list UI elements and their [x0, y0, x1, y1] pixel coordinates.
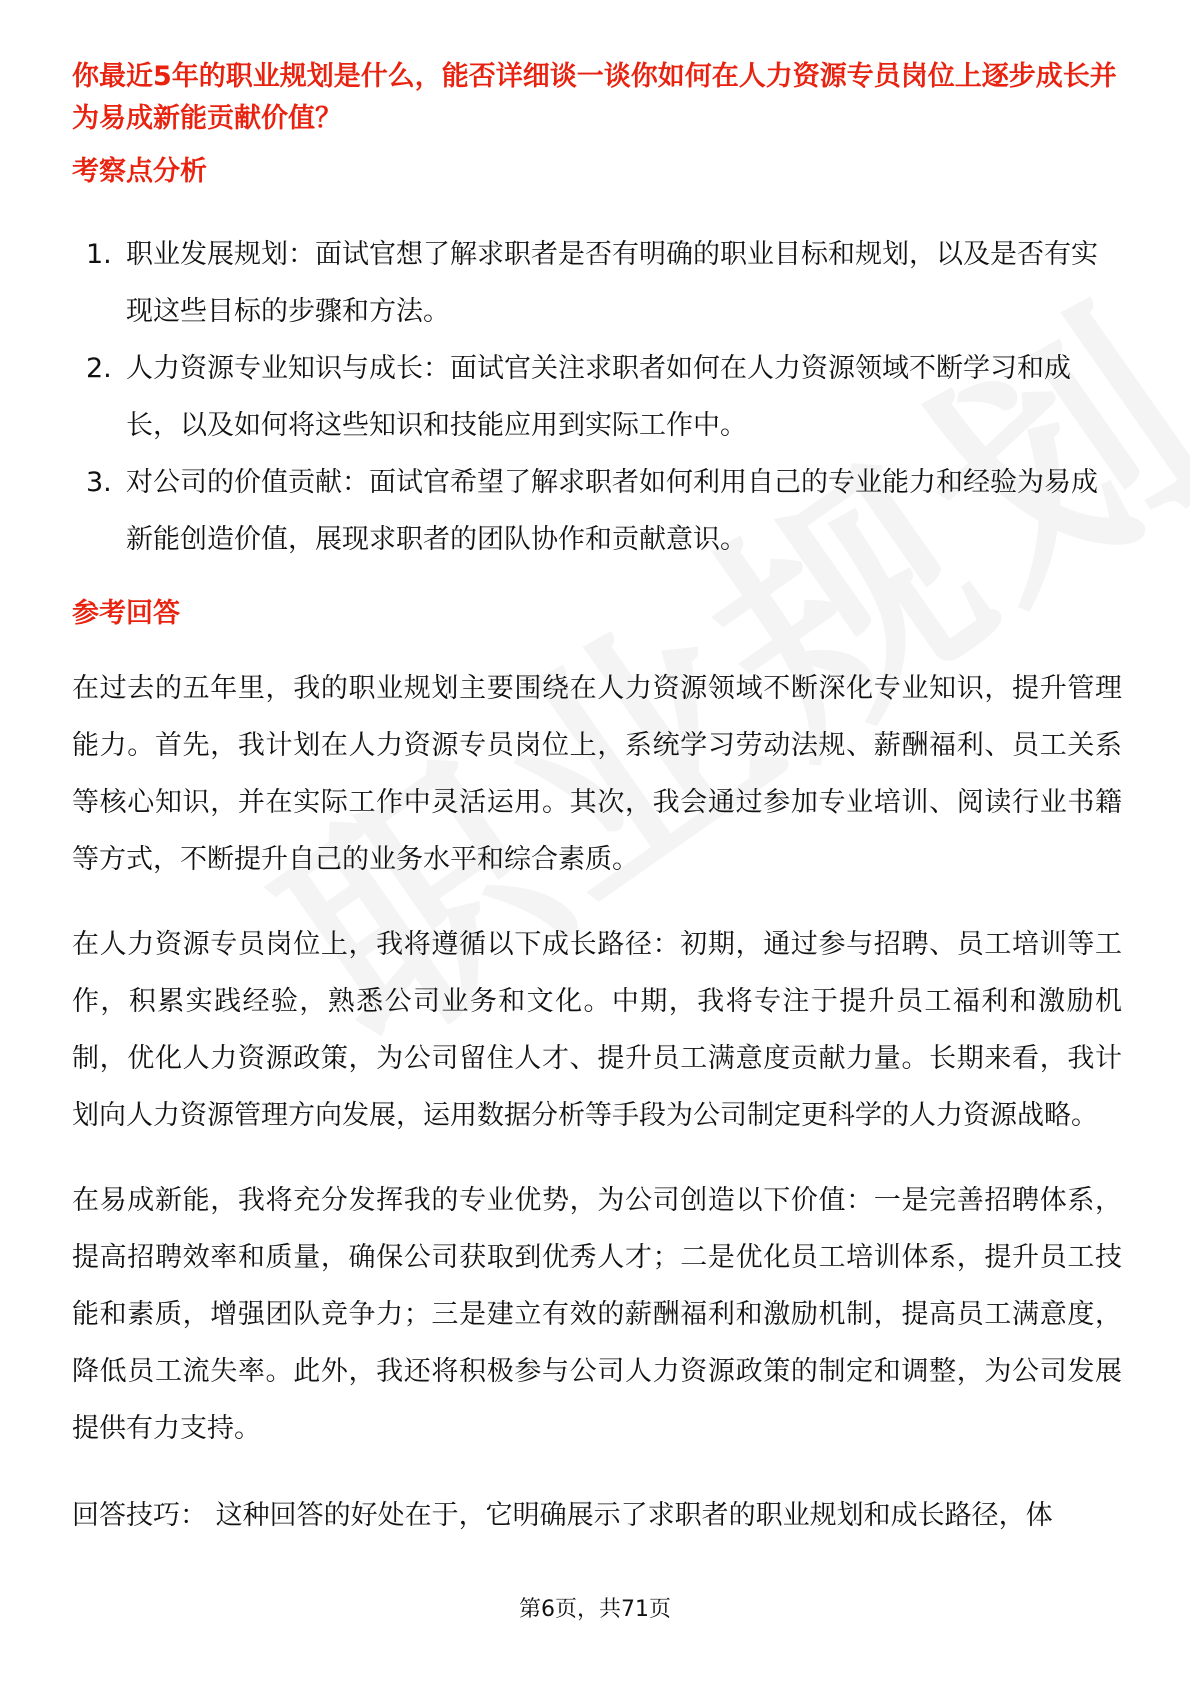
- point-number: 2.: [86, 353, 112, 384]
- analysis-points-list: [72, 226, 1122, 568]
- answer-tip: 回答技巧： 这种回答的好处在于，它明确展示了求职者的职业规划和成长路径，体: [72, 1500, 1053, 1531]
- question-heading: 你最近5年的职业规划是什么，能否详细谈一谈你如何在人力资源专员岗位上逐步成长并为易成新能贡献价值？: [72, 61, 1117, 134]
- analysis-title: 考察点分析: [72, 156, 207, 187]
- page-number-footer: 第6页，共71页: [519, 1597, 671, 1622]
- point-text: 职业发展规划：面试官想了解求职者是否有明确的职业目标和规划，以及是否有实现这些目标的步骤和方法。: [126, 239, 1098, 327]
- point-number: 3.: [86, 467, 112, 498]
- point-text: 对公司的价值贡献：面试官希望了解求职者如何利用自己的专业能力和经验为易成新能创造价值，展现求职者的团队协作和贡献意识。: [126, 467, 1098, 555]
- analysis-point: [72, 226, 1122, 340]
- analysis-point: [72, 454, 1122, 568]
- point-number: 1.: [86, 239, 112, 270]
- answer-title: 参考回答: [72, 598, 180, 629]
- answer-paragraph: 在过去的五年里，我的职业规划主要围绕在人力资源领域不断深化专业知识，提升管理能力。首先，我计划在人力资源专员岗位上，系统学习劳动法规、薪酬福利、员工关系等核心知识，并在实际工作中灵活运用。其次，我会通过参加专业培训、阅读行业书籍等方式，不断提升自己的业务水平和综合素质。: [72, 673, 1122, 875]
- document-content: [72, 56, 1122, 1544]
- answer-paragraph: 在人力资源专员岗位上，我将遵循以下成长路径：初期，通过参与招聘、员工培训等工作，积累实践经验，熟悉公司业务和文化。中期，我将专注于提升员工福利和激励机制，优化人力资源政策，为公司留住人才、提升员工满意度贡献力量。长期来看，我计划向人力资源管理方向发展，运用数据分析等手段为公司制定更科学的人力资源战略。: [72, 929, 1122, 1131]
- analysis-point: [72, 340, 1122, 454]
- answer-paragraph: 在易成新能，我将充分发挥我的专业优势，为公司创造以下价值：一是完善招聘体系，提高招聘效率和质量，确保公司获取到优秀人才；二是优化员工培训体系，提升员工技能和素质，增强团队竞争力；三是建立有效的薪酬福利和激励机制，提高员工满意度，降低员工流失率。此外，我还将积极参与公司人力资源政策的制定和调整，为公司发展提供有力支持。: [72, 1185, 1122, 1444]
- point-text: 人力资源专业知识与成长：面试官关注求职者如何在人力资源领域不断学习和成长，以及如何将这些知识和技能应用到实际工作中。: [126, 353, 1071, 441]
